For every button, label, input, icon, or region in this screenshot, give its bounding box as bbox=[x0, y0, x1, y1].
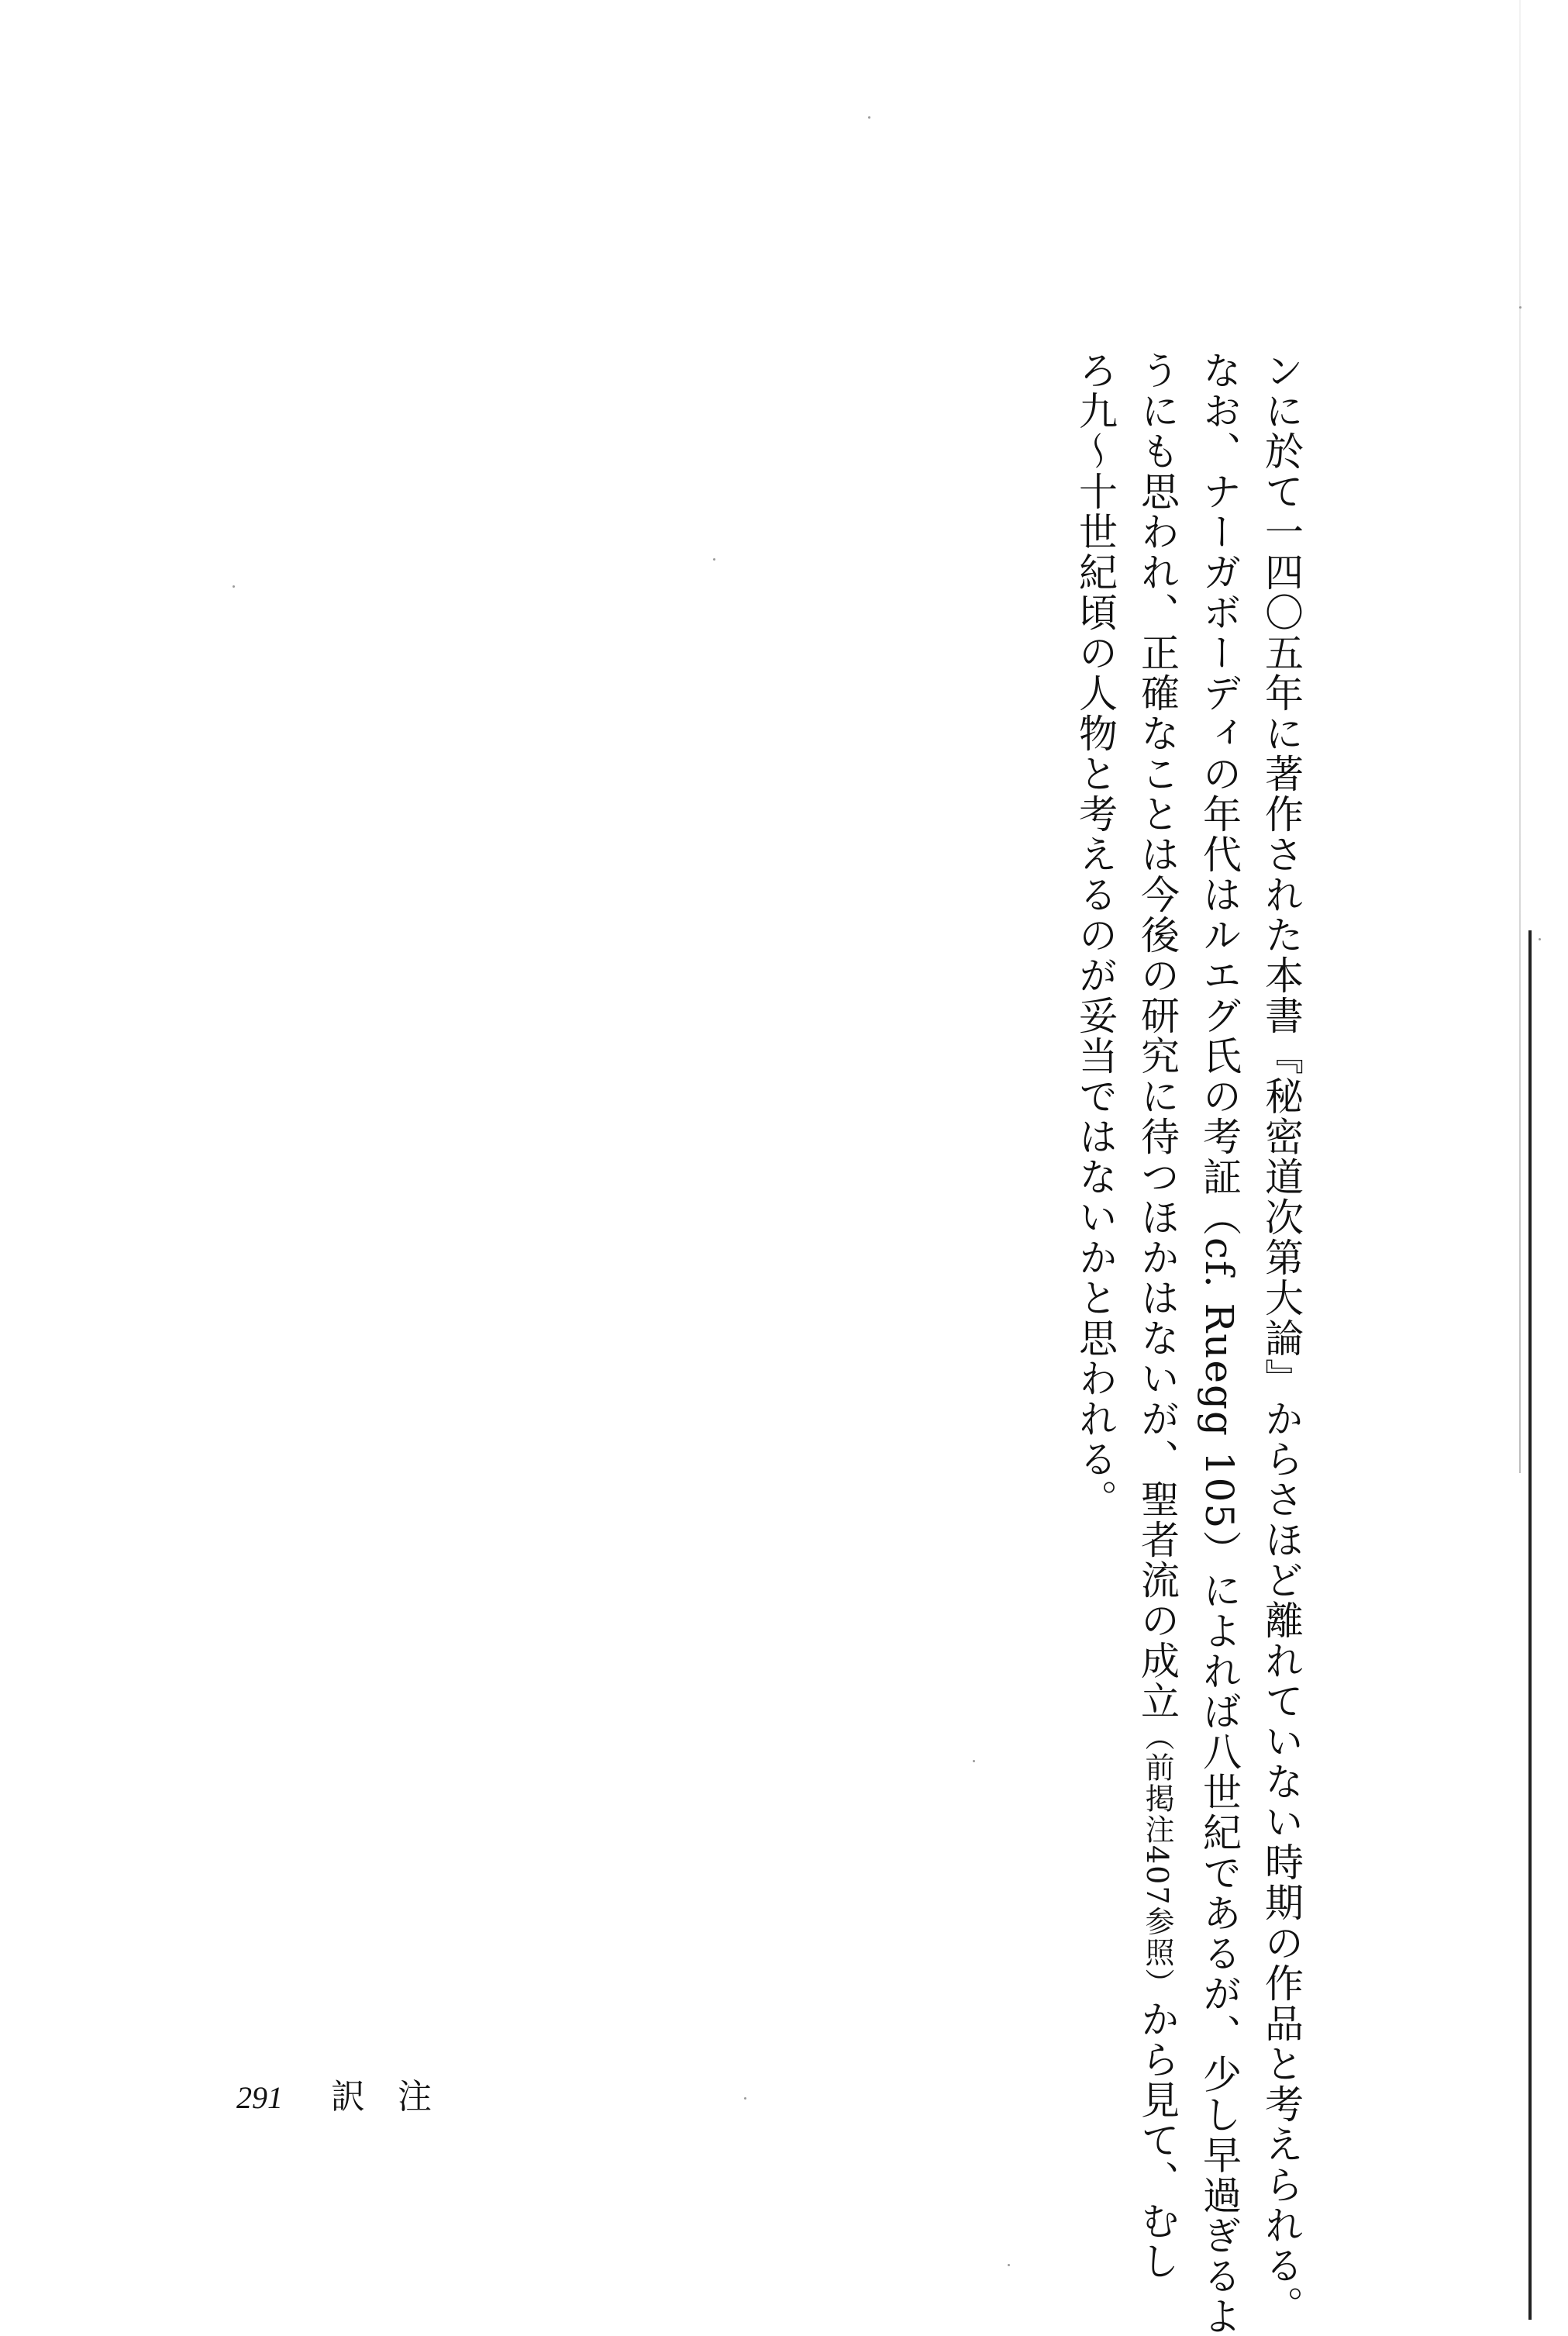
running-head: 訳注 bbox=[331, 2077, 464, 2117]
scan-speck bbox=[868, 116, 870, 119]
scan-speck bbox=[1008, 2264, 1010, 2266]
text-line-4: ろ九〜十世紀頃の人物と考えるのが妥当ではないかと思われる。 bbox=[1073, 350, 1118, 1520]
page-number: 291 bbox=[236, 2080, 283, 2115]
scan-speck bbox=[744, 2097, 746, 2100]
page-footer bbox=[236, 2069, 464, 2115]
text-line-3-tail: から見て、むし bbox=[1135, 1999, 1180, 2282]
scan-speck bbox=[233, 585, 235, 588]
scan-speck bbox=[713, 558, 715, 561]
page-edge-line bbox=[1528, 930, 1532, 2320]
binding-shadow bbox=[1519, 0, 1521, 1473]
text-line-1: ンに於て一四〇五年に著作された本書『秘密道次第大論』からさほど離れていない時期の作品と考えられる。 bbox=[1259, 350, 1304, 2326]
text-line-3-note: （前掲注407参照） bbox=[1140, 1721, 1174, 2000]
text-line-2: なお、ナーガボーディの年代はルエグ氏の考証（cf. Ruegg 105）によれば八世紀であるが、少し早過ぎるよ bbox=[1197, 350, 1242, 2336]
vertical-body-text bbox=[1064, 350, 1312, 2336]
scan-speck bbox=[1519, 306, 1521, 309]
text-line-3 bbox=[1126, 350, 1188, 2282]
scan-speck bbox=[973, 1760, 975, 1762]
scan-speck bbox=[1539, 938, 1541, 940]
text-line-3-main: うにも思われ、正確なことは今後の研究に待つほかはないが、聖者流の成立 bbox=[1135, 350, 1180, 1721]
